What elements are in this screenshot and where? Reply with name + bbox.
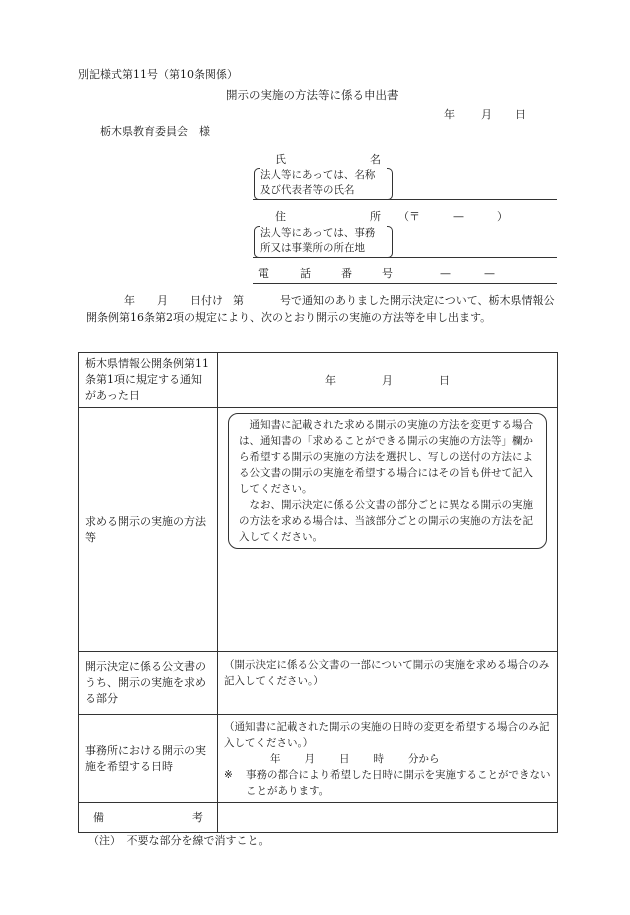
datetime-minute-unit: 分から [408,753,440,765]
remarks-label [79,803,218,833]
intro-month: 月 [157,294,168,307]
method-guidance-2: なお、開示決定に係る公文書の部分ごとに異なる開示の実施の方法を求める場合は、当該部分ごとの開示の実施の方法を記入してください。 [239,499,533,543]
portion-cell[interactable] [218,652,558,715]
address-hint-line-1: 法人等にあっては、事務 [260,227,376,239]
intro-paragraph [86,292,560,326]
method-label: 求める開示の実施の方法等 [79,408,218,652]
phone-label-char-3: 番 [341,267,352,280]
datetime-label: 事務所における開示の実施を希望する日時 [79,715,218,803]
table-row-notice-date [79,353,558,408]
table-row-datetime [79,715,558,803]
table-row-portion [79,652,558,715]
intro-body: 号で通知のありました開示決定について、栃木県情報公開条例第16条第2項の規定により、次のとおり開示の実施の方法等を申し出ます。 [86,294,555,324]
table-row-remarks [79,803,558,833]
datetime-cell[interactable] [218,715,558,803]
date-year-unit: 年 [444,108,455,121]
footnote: （注） 不要な部分を線で消すこと。 [88,834,270,847]
intro-year: 年 [124,294,135,307]
address-label-2: 所 [370,210,381,223]
notice-year-unit: 年 [325,374,336,387]
portion-note: （開示決定に係る公文書の一部について開示の実施を求める場合のみ記入してください。） [224,659,550,687]
datetime-year-unit: 年 [270,753,281,765]
notice-date-cell[interactable] [218,353,558,408]
date-day-unit: 日 [515,108,526,121]
addressee: 栃木県教育委員会 様 [100,125,210,138]
method-guidance-1: 通知書に記載された求める開示の実施の方法を変更する場合は、通知書の「求めることができる開示の実施の方法等」欄から希望する開示の実施の方法を選択し、写しの送付の方法による公文書の開示の実施を希望する場合にはその旨も併せて記入してください。 [239,419,533,495]
remarks-label-char-1: 備 [93,810,104,824]
datetime-month-unit: 月 [304,753,315,765]
phone-underline [253,283,557,284]
phone-label-char-2: 話 [300,267,311,280]
address-hint-line-2: 所又は事業所の所在地 [260,242,365,254]
remarks-label-char-2: 考 [192,810,203,824]
table-row-method [79,408,558,652]
name-hint-line-2: 及び代表者等の氏名 [260,184,355,196]
phone-number-field[interactable]: — — [440,267,495,280]
datetime-caution [218,767,557,799]
datetime-note: （通知書に記載された開示の実施の日時の変更を希望する場合のみ記入してください。） [224,721,550,749]
notice-date-label: 栃木県情報公開条例第11条第1項に規定する通知があった日 [79,353,218,408]
name-underline [253,199,557,200]
datetime-hour-unit: 時 [373,753,384,765]
caution-mark: ※ [224,769,233,781]
postal-code-field[interactable]: （〒 — ） [398,210,508,223]
date-month-unit: 月 [481,108,492,121]
name-hint-line-1: 法人等にあっては、名称 [260,169,376,181]
request-table [78,352,558,833]
method-cell[interactable] [218,408,558,652]
name-hint-right-bracket [387,168,393,200]
name-label-2: 名 [370,153,381,166]
form-reference: 別記様式第11号（第10条関係） [78,68,238,81]
intro-number-prefix: 第 [233,294,244,307]
datetime-day-unit: 日 [339,753,350,765]
name-label-1: 氏 [275,153,286,166]
address-underline [253,257,557,258]
caution-text: 事務の都合により希望した日時に開示を実施することができないことがあります。 [246,769,551,797]
page-title: 開示の実施の方法等に係る申出書 [226,88,399,102]
portion-label: 開示決定に係る公文書のうち、開示の実施を求める部分 [79,652,218,715]
address-label-1: 住 [275,210,286,223]
notice-day-unit: 日 [439,374,450,387]
intro-day-dated: 日付け [190,294,223,307]
address-hint-right-bracket [387,226,393,258]
method-guidance-box [228,413,547,549]
remarks-cell[interactable] [218,803,558,833]
phone-label-char-1: 電 [258,267,269,280]
phone-label-char-4: 号 [382,267,393,280]
datetime-fields [218,751,557,767]
notice-month-unit: 月 [382,374,393,387]
